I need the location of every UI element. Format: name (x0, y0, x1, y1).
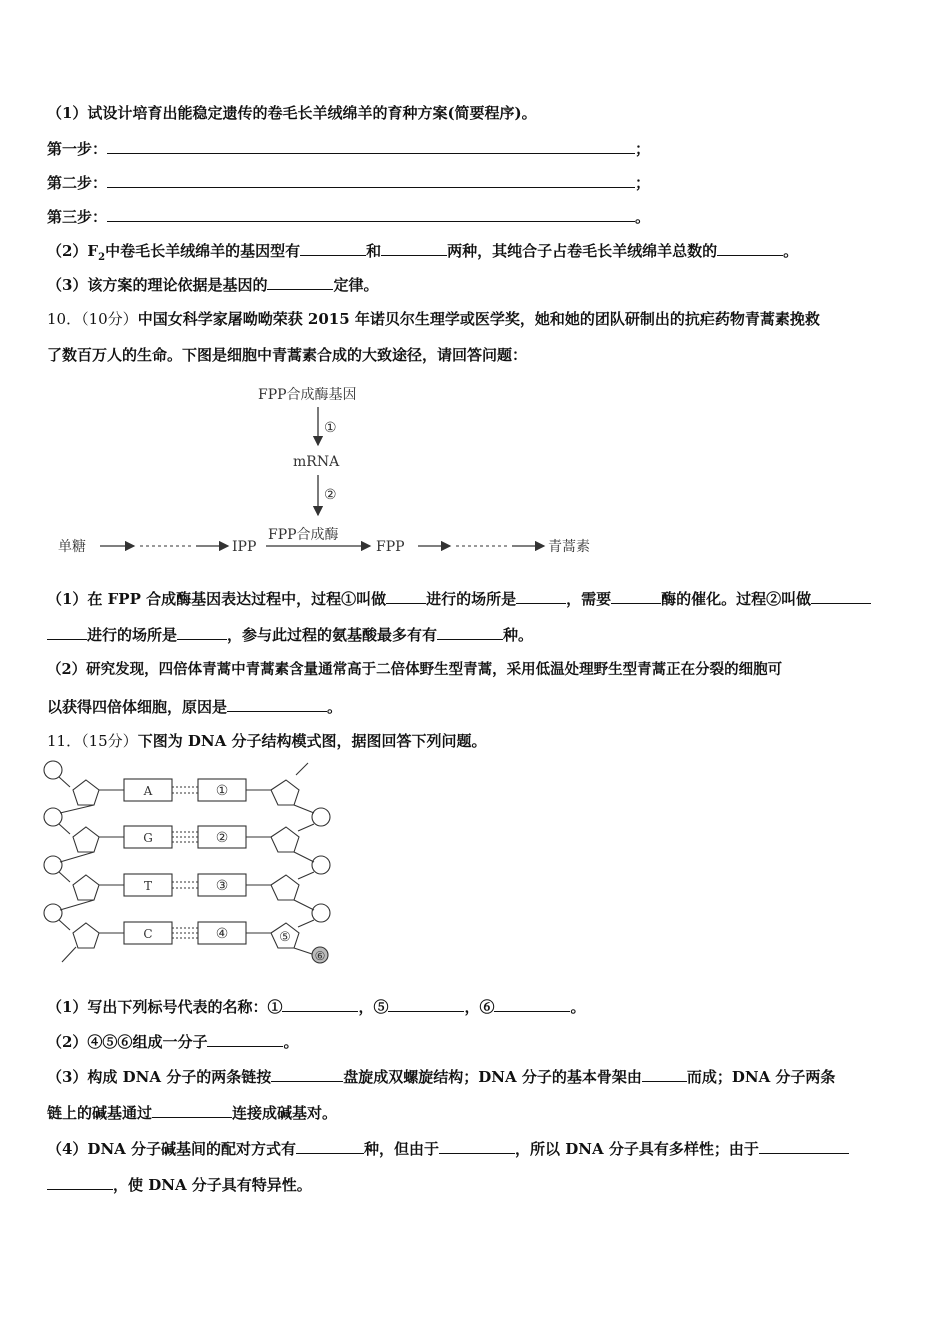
answer-blank[interactable] (207, 1031, 283, 1047)
q10-part2: （2）研究发现，四倍体青蒿中青蒿素含量通常高于二倍体野生型青蒿，采用低温处理野生型青蒿正在分裂的细胞可 (47, 661, 783, 678)
deoxyribose-pentagon (73, 923, 99, 948)
answer-blank[interactable] (152, 1102, 232, 1118)
backbone-bond (59, 824, 70, 834)
q11-part1: （1）写出下列标号代表的名称：① ，⑤ ，⑥ 。 (47, 998, 586, 1016)
phosphate-circle (44, 904, 62, 922)
backbone-bond (298, 872, 314, 879)
base-label: T (143, 879, 153, 893)
number-label: ② (215, 830, 229, 846)
fpp-synthase-label: FPP合成酶 (268, 527, 339, 543)
answer-blank[interactable] (267, 274, 333, 290)
deoxyribose-pentagon (73, 875, 99, 900)
number-label-6: ⑥ (314, 949, 326, 963)
backbone-bond (294, 805, 314, 813)
artemisinin-label: 青蒿素 (548, 539, 590, 555)
q11-part3-cont: 链上的碱基通过 连接成碱基对。 (47, 1104, 338, 1122)
number-label: ③ (215, 878, 229, 894)
dna-structure-diagram (40, 755, 340, 970)
answer-blank[interactable] (611, 588, 661, 604)
fpp-label: FPP (376, 539, 405, 555)
deoxyribose-pentagon (73, 780, 99, 805)
q10-heading-cont: 了数百万人的生命。下图是细胞中青蒿素合成的大致途径，请回答问题： (47, 346, 528, 364)
q9-step3: 第三步： 。 (47, 208, 651, 226)
backbone-bond (298, 824, 314, 831)
answer-blank[interactable] (177, 624, 227, 640)
backbone-bond (294, 852, 314, 862)
answer-blank[interactable] (300, 240, 366, 256)
answer-blank[interactable] (227, 696, 327, 712)
mrna-label: mRNA (293, 454, 340, 470)
process-2-label: ② (324, 487, 337, 503)
q9-part2: $(2)F_2$中卷毛长羊绒绵羊的基因型有 和 两种，其纯合子占卷毛长羊绒绵羊总数的 。 (47, 242, 799, 263)
answer-blank[interactable] (107, 172, 635, 188)
hydrogen-bonds-TA (172, 882, 198, 888)
answer-blank[interactable] (47, 624, 87, 640)
answer-blank[interactable] (107, 138, 635, 154)
backbone-bond (60, 852, 94, 862)
answer-blank[interactable] (386, 588, 426, 604)
q9-part1: （1）试设计培育出能稳定遗传的卷毛长羊绒绵羊的育种方案(简要程序)。 (47, 104, 537, 122)
deoxyribose-pentagon (271, 780, 299, 805)
answer-blank[interactable] (759, 1138, 849, 1154)
answer-blank[interactable] (439, 1138, 515, 1154)
q9-step1: 第一步： ； (47, 140, 651, 158)
phosphate-circle (312, 904, 330, 922)
base-label: A (143, 784, 153, 798)
answer-blank[interactable] (282, 996, 358, 1012)
backbone-bond (62, 947, 76, 962)
q11-part4: （4）DNA 分子碱基间的配对方式有 种，但由于 ，所以 DNA 分子具有多样性；由于 (47, 1138, 849, 1159)
ipp-label: IPP (232, 539, 257, 555)
q11-part4-cont: ，使 DNA 分子具有特异性。 (47, 1174, 312, 1195)
q9-step2: 第二步： ； (47, 174, 651, 192)
answer-blank[interactable] (811, 588, 871, 604)
q11-part3: （3）构成 DNA 分子的两条链按 盘旋成双螺旋结构；DNA 分子的基本骨架由 而成；DNA 分子两条 (47, 1068, 836, 1086)
process-1-label: ① (324, 420, 337, 436)
deoxyribose-pentagon (271, 875, 299, 900)
q10-part1: （1）在 FPP 合成酶基因表达过程中，过程①叫做 进行的场所是 ，需要 酶的催化。过程②叫做 (47, 588, 871, 609)
phosphate-circle (44, 808, 62, 826)
backbone-bond (59, 920, 70, 930)
answer-blank[interactable] (516, 588, 566, 604)
q11-part2: （2）④⑤⑥组成一分子 。 (47, 1033, 299, 1051)
backbone-bond (294, 948, 312, 954)
base-label: C (143, 927, 153, 941)
backbone-bond (296, 763, 308, 775)
phosphate-circle (312, 808, 330, 826)
answer-blank[interactable] (107, 206, 635, 222)
fpp-synthase-gene-label: FPP合成酶基因 (258, 387, 357, 403)
q10-part2-cont: 以获得四倍体细胞，原因是 。 (47, 698, 343, 716)
hydrogen-bonds-CG (172, 928, 198, 938)
answer-blank[interactable] (437, 624, 503, 640)
phosphate-circle (44, 761, 62, 779)
answer-blank[interactable] (296, 1138, 364, 1154)
answer-blank[interactable] (271, 1066, 343, 1082)
q9-part3: （3）该方案的理论依据是基因的 定律。 (47, 276, 379, 294)
number-label-5: ⑤ (279, 930, 291, 945)
phosphate-circle (312, 856, 330, 874)
backbone-bond (298, 920, 314, 927)
q10-part1-cont: 进行的场所是 ，参与此过程的氨基酸最多有有 种。 (47, 624, 533, 645)
hydrogen-bonds-AT (172, 787, 198, 793)
answer-blank[interactable] (47, 1174, 113, 1190)
q11-heading: 11．（15分）下图为 DNA 分子结构模式图，据图回答下列问题。 (47, 732, 487, 750)
deoxyribose-pentagon (73, 827, 99, 852)
answer-blank[interactable] (494, 996, 570, 1012)
backbone-bond (59, 872, 70, 882)
answer-blank[interactable] (381, 240, 447, 256)
answer-blank[interactable] (717, 240, 783, 256)
q10-heading: 10．（10分）中国女科学家屠呦呦荣获 2015 年诺贝尔生理学或医学奖，她和她的团队研制出的抗疟药物青蒿素挽救 (47, 310, 820, 328)
monosaccharide-label: 单糖 (58, 539, 86, 555)
hydrogen-bonds-GC (172, 832, 198, 842)
backbone-bond (60, 805, 94, 813)
number-label: ④ (215, 926, 229, 942)
backbone-bond (294, 900, 314, 910)
answer-blank[interactable] (388, 996, 464, 1012)
backbone-bond (60, 900, 94, 910)
phosphate-circle (44, 856, 62, 874)
backbone-bond (59, 777, 70, 787)
answer-blank[interactable] (642, 1066, 687, 1082)
number-label: ① (215, 783, 229, 799)
base-label: G (143, 831, 153, 845)
deoxyribose-pentagon (271, 827, 299, 852)
artemisinin-pathway-diagram (0, 375, 950, 565)
